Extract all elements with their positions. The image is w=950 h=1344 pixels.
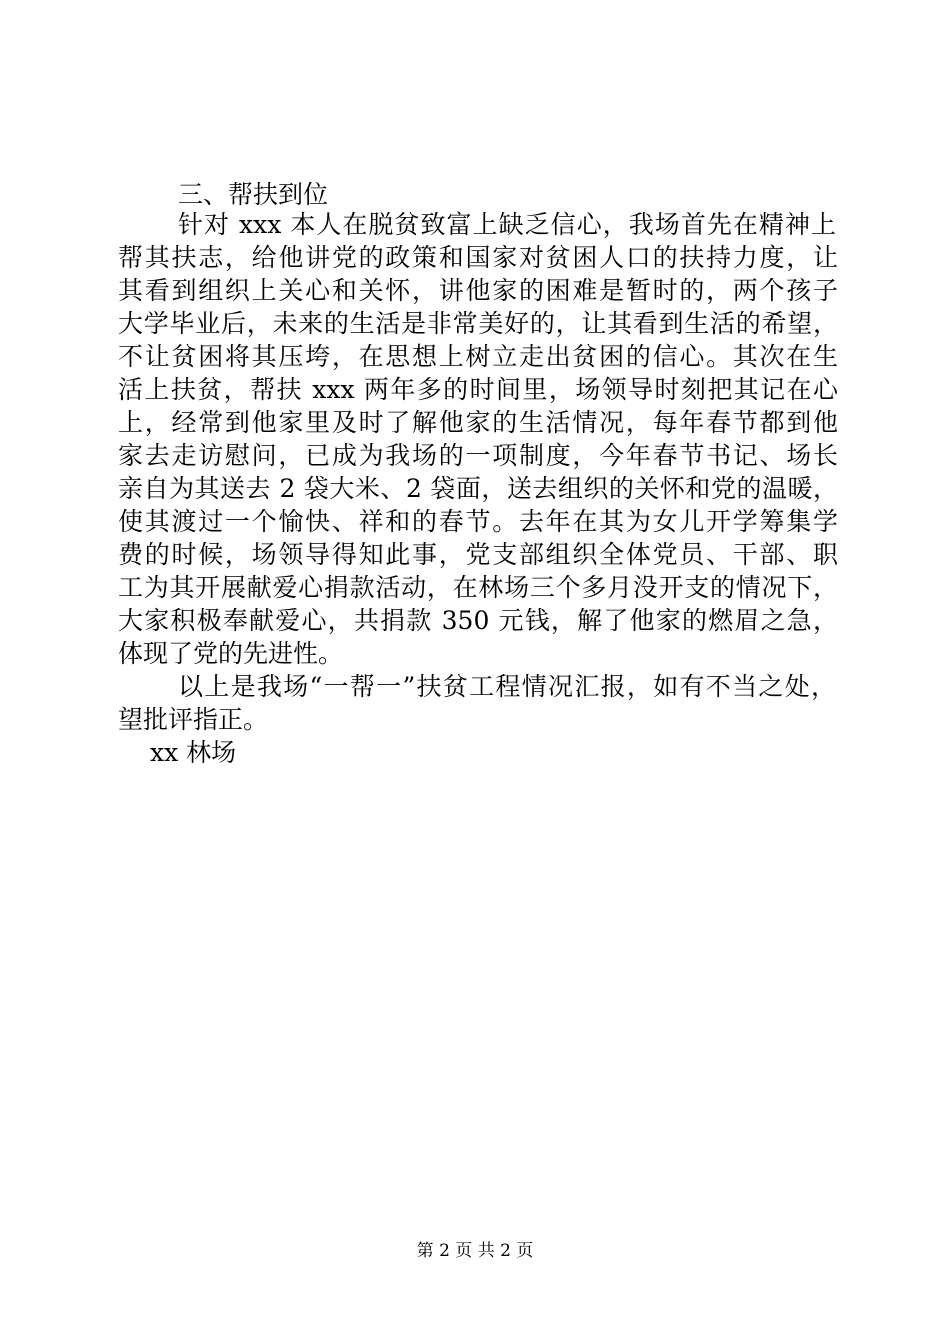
paragraph-line: 家去走访慰问，已成为我场的一项制度，今年春节书记、场长 xyxy=(118,441,838,470)
paragraph-line: 帮其扶志，给他讲党的政策和国家对贫困人口的扶持力度，让 xyxy=(118,243,838,272)
paragraph-line: 费的时候，场领导得知此事，党支部组织全体党员、干部、职 xyxy=(118,540,838,569)
paragraph-line: 上，经常到他家里及时了解他家的生活情况，每年春节都到他 xyxy=(118,408,838,437)
paragraph-line: 以上是我场“一帮一”扶贫工程情况汇报，如有不当之处， xyxy=(178,672,836,701)
paragraph-line: 工为其开展献爱心捐款活动，在林场三个多月没开支的情况下， xyxy=(118,573,838,602)
paragraph-line: 不让贫困将其压垮，在思想上树立走出贫困的信心。其次在生 xyxy=(118,342,838,371)
paragraph-line: 大家积极奉献爱心，共捐款 350 元钱，解了他家的燃眉之急， xyxy=(118,606,838,635)
paragraph-line: 针对 xxx 本人在脱贫致富上缺乏信心，我场首先在精神上 xyxy=(178,210,836,239)
paragraph-line: 大学毕业后，未来的生活是非常美好的，让其看到生活的希望， xyxy=(118,309,838,338)
page-footer: 第 2 页 共 2 页 xyxy=(416,1241,534,1261)
paragraph-line: 望批评指正。 xyxy=(118,705,269,734)
signature: xx 林场 xyxy=(150,738,237,767)
paragraph-line: 亲自为其送去 2 袋大米、2 袋面，送去组织的关怀和党的温暖， xyxy=(118,474,838,503)
paragraph-line: 活上扶贫，帮扶 xxx 两年多的时间里，场领导时刻把其记在心 xyxy=(118,375,838,404)
paragraph-line: 使其渡过一个愉快、祥和的春节。去年在其为女儿开学筹集学 xyxy=(118,507,838,536)
section-heading: 三、帮扶到位 xyxy=(178,180,329,209)
paragraph-line: 其看到组织上关心和关怀，讲他家的困难是暂时的，两个孩子 xyxy=(118,276,838,305)
paragraph-line: 体现了党的先进性。 xyxy=(118,639,344,668)
